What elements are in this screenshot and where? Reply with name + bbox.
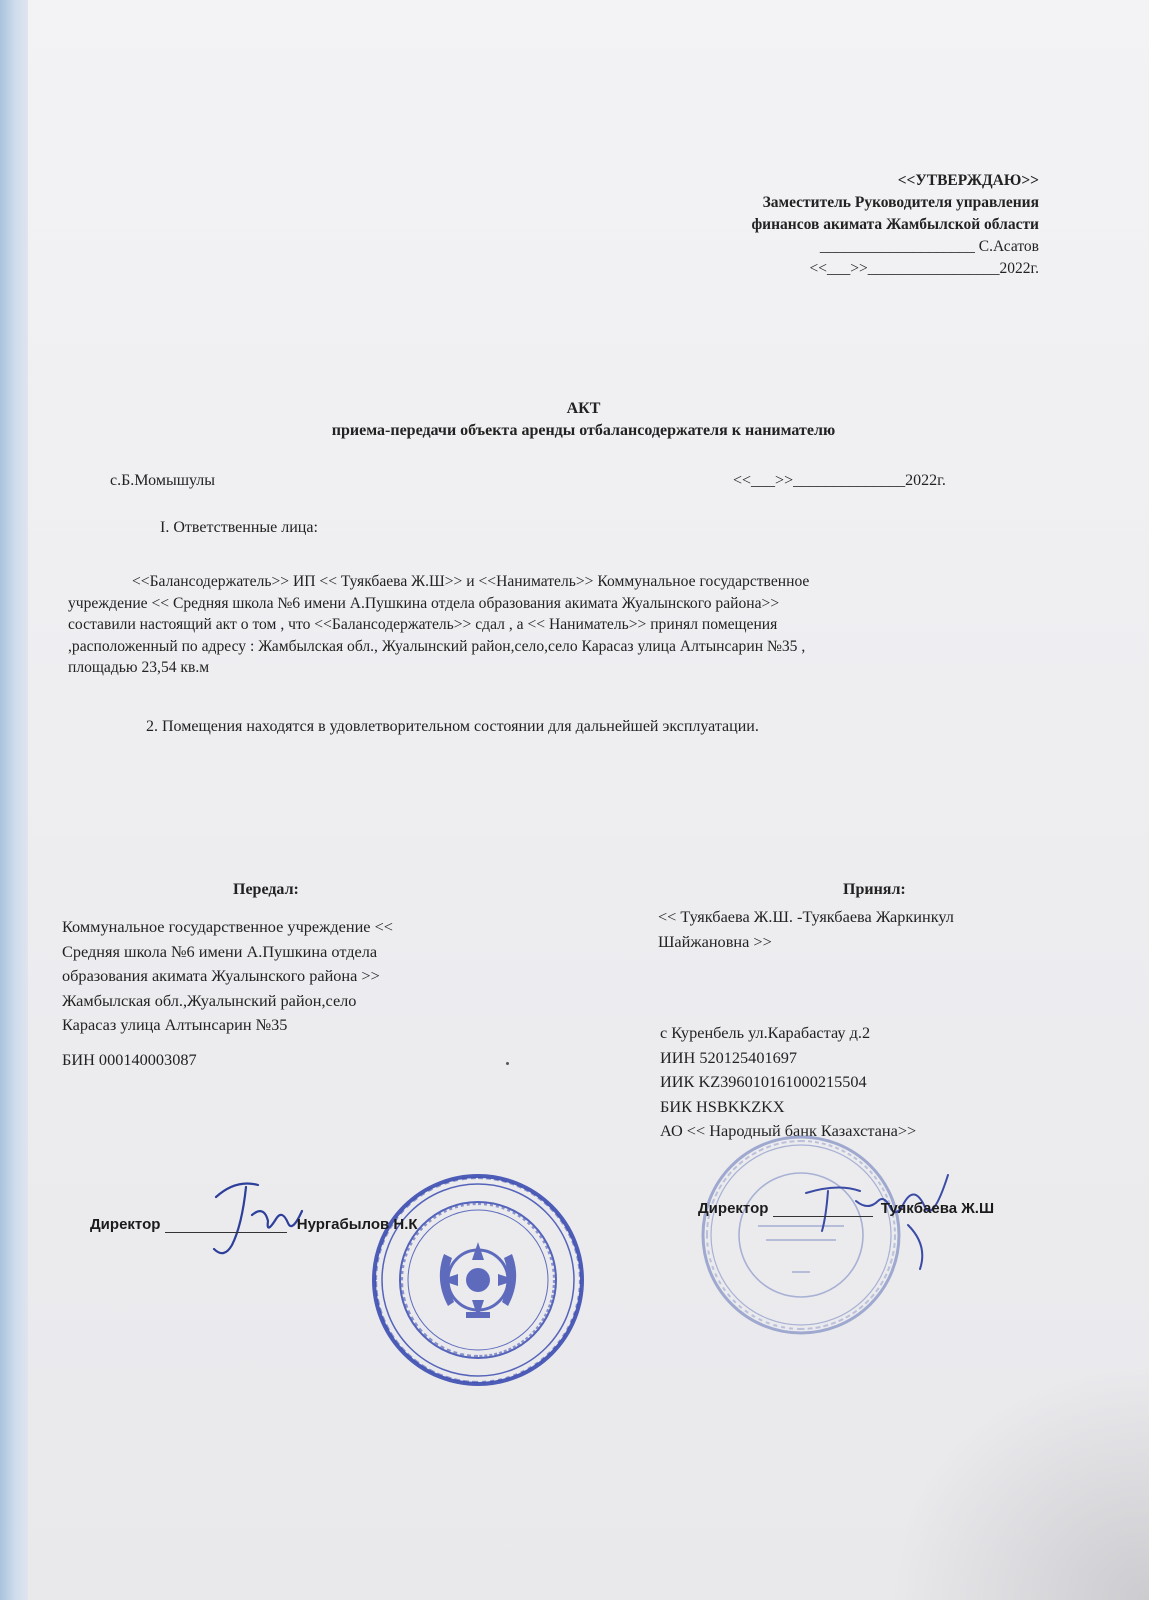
recipient-address: с Куренбель ул.Карабастау д.2 bbox=[660, 1023, 871, 1042]
paragraph-line: площадью 23,54 кв.м bbox=[68, 659, 210, 676]
paragraph-line: учреждение << Средняя школа №6 имени А.Пушкина отдела образования акимата Жуалынского района>> bbox=[68, 594, 780, 612]
page-shadow bbox=[889, 1360, 1149, 1600]
recipient-bank: АО << Народный банк Казахстана>> bbox=[660, 1121, 917, 1140]
approval-heading: <<УТВЕРЖДАЮ>> bbox=[897, 172, 1039, 189]
approval-signature-line: ____________________ С.Асатов bbox=[819, 238, 1039, 255]
recipient-iik: ИИК KZ396010161000215504 bbox=[660, 1072, 867, 1091]
school-official-seal bbox=[368, 1170, 588, 1390]
recipient-line: << Туякбаева Ж.Ш. -Туякбаева Жаркинкул bbox=[658, 907, 954, 926]
left-signer-name: Нургабылов Н.К bbox=[296, 1216, 418, 1233]
recipient-bik: БИК HSBKKZKX bbox=[660, 1096, 785, 1116]
transferred-by-heading: Передал: bbox=[233, 881, 299, 898]
received-by-heading: Принял: bbox=[843, 881, 906, 898]
recipient-name bbox=[658, 905, 1078, 954]
left-signature-block bbox=[90, 1216, 418, 1233]
transferor-line: Средняя школа №6 имени А.Пушкина отдела bbox=[62, 941, 378, 961]
document-title-block bbox=[28, 398, 1149, 442]
transferor-bin: БИН 000140003087 bbox=[62, 1049, 197, 1069]
section-1-heading: I. Ответственные лица: bbox=[160, 519, 318, 536]
place-of-signing: с.Б.Момышулы bbox=[110, 472, 216, 489]
ink-dot bbox=[506, 1062, 509, 1065]
document-subtitle: приема-передачи объекта аренды отбалансодержателя к нанимателю bbox=[331, 422, 836, 439]
recipient-iin: ИИН 520125401697 bbox=[660, 1047, 798, 1067]
transferor-line: Жамбылская обл.,Жуалынский район,село bbox=[62, 990, 357, 1010]
recipient-details bbox=[660, 1021, 1080, 1144]
left-signer-role: Директор bbox=[90, 1216, 161, 1233]
approval-position-line1: Заместитель Руководителя управления bbox=[762, 194, 1039, 211]
right-signature-block bbox=[698, 1200, 994, 1217]
transferor-line: образования акимата Жуалынского района >> bbox=[62, 966, 380, 985]
right-signer-name: Туякбаева Ж.Ш bbox=[880, 1200, 995, 1217]
main-paragraph bbox=[68, 571, 1053, 679]
approval-position-line2: финансов акимата Жамбылской области bbox=[751, 216, 1039, 233]
recipient-line: Шайжановна >> bbox=[658, 931, 772, 951]
act-date: <<___>>______________2022г. bbox=[733, 472, 946, 489]
approval-date-line: <<___>>_________________2022г. bbox=[809, 260, 1039, 277]
paragraph-line: <<Балансодержатель>> ИП << Туякбаева Ж.Ш>> и <<Наниматель>> Коммунальное государственное bbox=[132, 573, 810, 590]
transferor-line: Коммунальное государственное учреждение << bbox=[62, 917, 393, 936]
document-page bbox=[28, 0, 1149, 1600]
right-signature-line bbox=[773, 1216, 873, 1217]
paragraph-line: составили настоящий акт о том , что <<Балансодержатель>> сдал , а << Наниматель>> принял помещения bbox=[68, 616, 778, 633]
transferor-line: Карасаз улица Алтынсарин №35 bbox=[62, 1015, 288, 1034]
paragraph-line: ,расположенный по адресу : Жамбылская обл., Жуалынский район,село,село Карасаз улица Алтынсарин №35 , bbox=[68, 637, 806, 655]
approval-block bbox=[619, 170, 1039, 280]
left-signature-line bbox=[165, 1232, 287, 1233]
right-signer-role: Директор bbox=[698, 1200, 769, 1217]
transferor-details bbox=[62, 915, 522, 1072]
right-handwritten-signature bbox=[798, 1165, 958, 1275]
document-title: АКТ bbox=[566, 400, 601, 417]
section-2-text: 2. Помещения находятся в удовлетворительном состоянии для дальнейшей эксплуатации. bbox=[146, 718, 759, 735]
